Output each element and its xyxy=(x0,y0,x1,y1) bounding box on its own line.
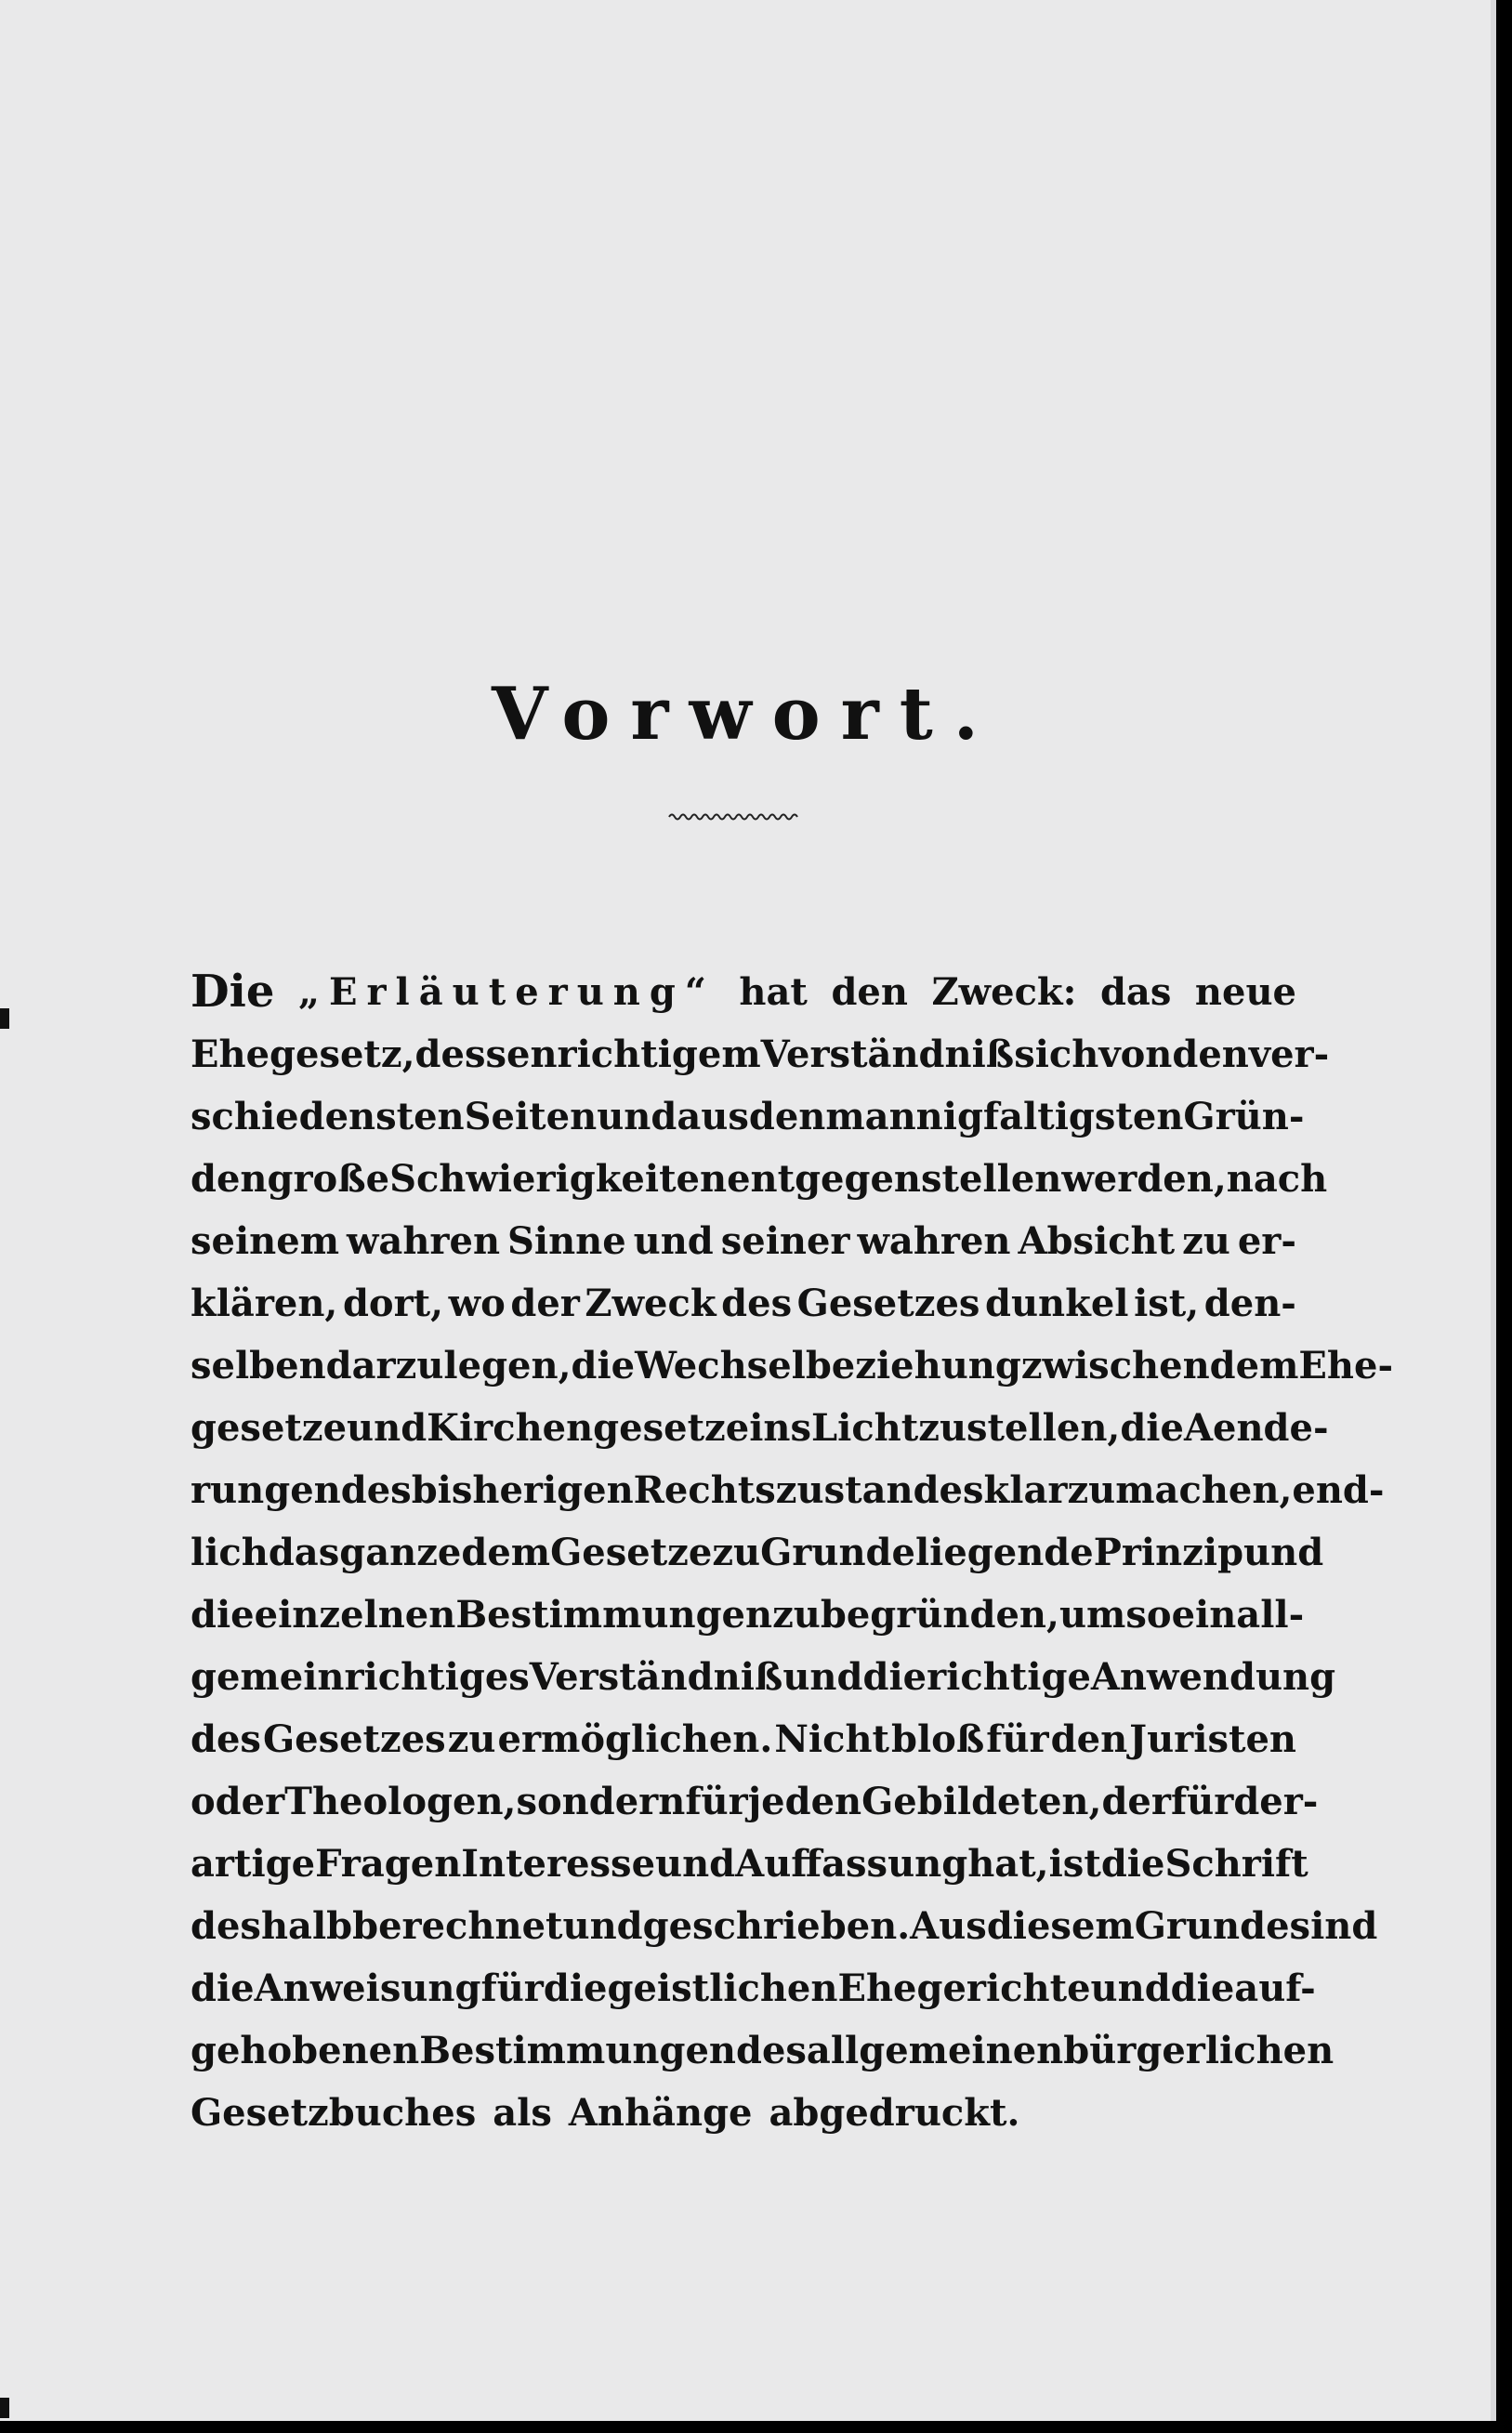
text-line: gehobenen Bestimmungen des allgemeinen bürgerlichen xyxy=(191,2029,1335,2072)
text-line: Gesetzbuches als Anhänge abgedruckt. xyxy=(191,2091,1020,2135)
text-line: oder Theologen, sondern für jeden Gebildeten, der für der- xyxy=(191,1780,1319,1823)
preface-paragraph xyxy=(191,961,1394,2144)
text-line: rungen des bisherigen Rechtszustandes klar zu machen, end- xyxy=(191,1468,1385,1512)
wavy-rule-ornament xyxy=(667,810,802,823)
text-line: seinem wahren Sinne und seiner wahren Absicht zu er- xyxy=(191,1219,1296,1263)
text-line: klären, dort, wo der Zweck des Gesetzes dunkel ist, den- xyxy=(191,1282,1296,1325)
text-line: gesetze und Kirchengesetze ins Licht zu stellen, die Aende- xyxy=(191,1406,1329,1450)
text-line: schiedensten Seiten und aus den mannigfaltigsten Grün- xyxy=(191,1095,1305,1138)
text-line: Die „Erläuterung“ hat den Zweck: das neue xyxy=(191,966,1296,1018)
left-edge-mark-bottom xyxy=(0,2398,9,2418)
left-edge-mark-top xyxy=(0,1008,9,1029)
text-line: Ehegesetz, dessen richtigem Verständniß sich von den ver- xyxy=(191,1032,1330,1076)
text-line: lich das ganze dem Gesetze zu Grunde liegende Prinzip und xyxy=(191,1531,1324,1574)
text-line: gemein richtiges Verständniß und die richtige Anwendung xyxy=(191,1655,1336,1699)
text-line: selben darzulegen, die Wechselbeziehung zwischen dem Ehe- xyxy=(191,1344,1394,1387)
text-line: den große Schwierigkeiten entgegenstellen werden, nach xyxy=(191,1157,1328,1201)
text-line: artige Fragen Interesse und Auffassung hat, ist die Schrift xyxy=(191,1842,1308,1886)
text-line: die einzelnen Bestimmungen zu begründen, um so ein all- xyxy=(191,1593,1305,1637)
text-line: die Anweisung für die geistlichen Ehegerichte und die auf- xyxy=(191,1966,1316,2010)
page-title: Vorwort. xyxy=(492,672,999,756)
text-line: deshalb berechnet und geschrieben. Aus diesem Grunde sind xyxy=(191,1904,1378,1948)
text-line: des Gesetzes zu ermöglichen. Nicht bloß für den Juristen xyxy=(191,1717,1296,1761)
